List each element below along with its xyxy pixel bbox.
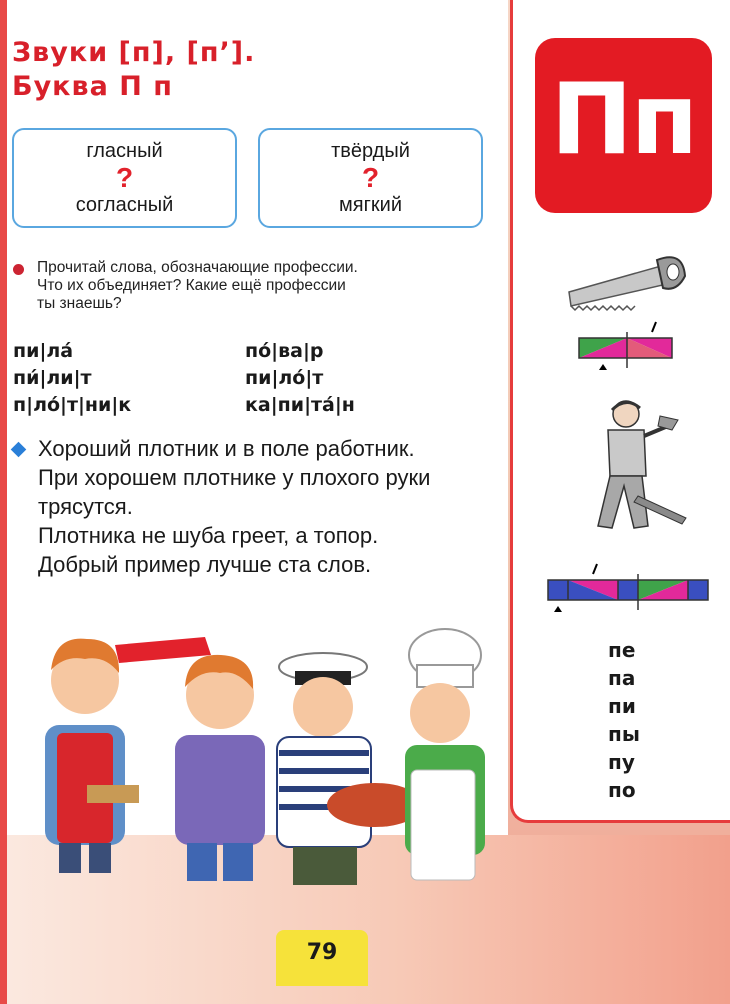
syllable: по [608,778,636,802]
word: ка|пи|та́|н [245,394,355,416]
word: пи|ла́ [13,340,74,362]
word: по́|ва|р [245,340,324,362]
word: пи|ло́|т [245,367,324,389]
syllable: пы [608,722,640,746]
carpenter-kid-icon [45,639,139,873]
words-right-column [245,338,355,419]
proverbs [38,434,490,579]
question-mark: ? [115,162,134,193]
page-number: 79 [276,930,368,986]
page-title [12,36,255,104]
letter-badge [535,38,712,213]
proverb: Плотника не шуба греет, а топор. [38,523,379,548]
syllable: пи [608,694,636,718]
saw-icon [565,246,695,312]
box-bottom-label: согласный [75,194,174,216]
question-mark: ? [361,162,380,193]
word: пи́|ли|т [13,367,92,389]
carpenter-man-icon [568,396,690,536]
task-line: Что их объединяет? Какие ещё профессии [37,277,346,294]
vowel-consonant-box [12,128,237,228]
syllable: па [608,666,636,690]
left-edge-stripe [0,0,7,1004]
word-scheme-plotnik [545,562,711,614]
sailor-kid-icon [277,653,423,885]
title-line-1: Звуки [п], [п’]. [12,37,256,68]
hard-soft-box [258,128,483,228]
word: п|ло́|т|ни|к [13,394,132,416]
task-line: ты знаешь? [37,295,122,312]
task-line: Прочитай слова, обозначающие профессии. [37,259,358,276]
task-bullet-icon [13,264,24,275]
proverb: Добрый пример лучше ста слов. [38,552,372,577]
box-top-label: твёрдый [331,140,410,162]
syllable: пу [608,750,635,774]
box-top-label: гласный [86,140,163,162]
proverb: Хороший плотник и в поле работник. [38,436,415,461]
proverb: При хорошем плотнике у плохого руки трясутся. [38,465,431,519]
children-professions-illustration [15,625,500,890]
title-line-2: Буква П п [12,71,173,102]
task-text [37,259,497,313]
syllables-list [608,636,640,804]
words-left-column [13,338,131,419]
pilot-kid-icon [115,637,265,881]
cook-kid-icon [405,629,485,880]
syllable: пе [608,638,636,662]
letter-badge-text: Пп [550,63,697,177]
box-bottom-label: мягкий [339,194,402,216]
word-scheme-pila [576,320,676,372]
